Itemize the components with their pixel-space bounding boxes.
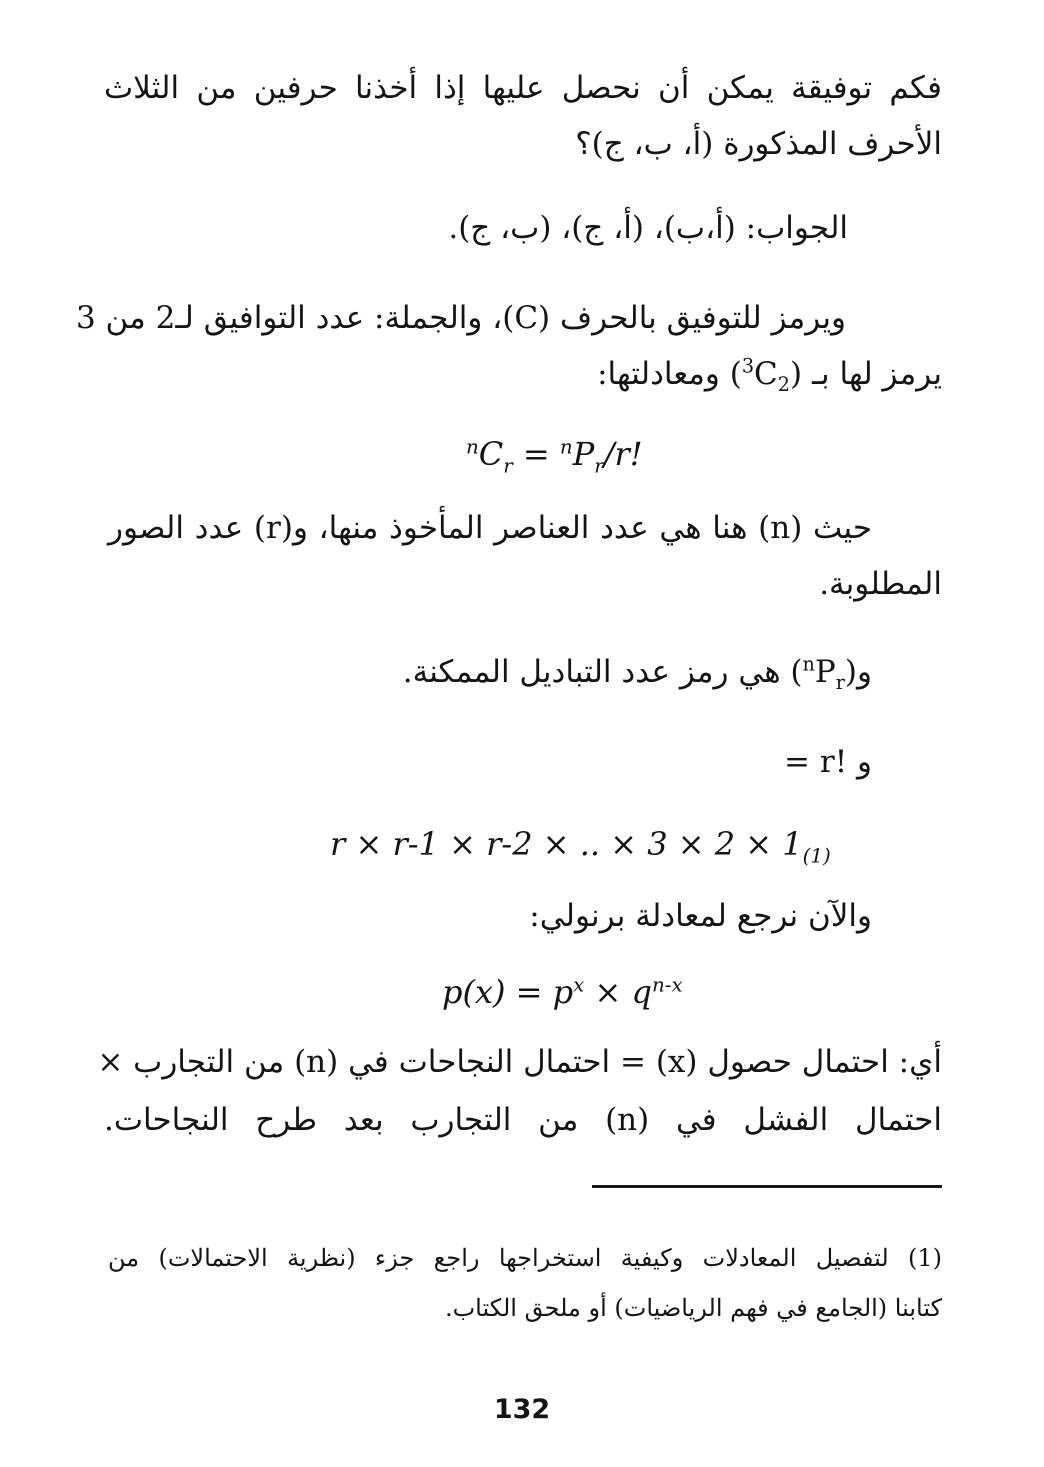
- eq-term: P: [572, 435, 595, 473]
- paragraph-meaning-line-1: أي: احتمال حصول (x) = احتمال النجاحات في (n) من التجارب ×: [97, 1044, 942, 1080]
- footnote-reference: (1): [802, 844, 831, 868]
- eq-term: =: [512, 435, 560, 473]
- combination-symbol: [741, 354, 790, 397]
- eq-term: C: [478, 435, 504, 473]
- paragraph-definition-line-2: المطلوبة.: [819, 566, 942, 602]
- footnote-line-1: (1) لتفصيل المعادلات وكيفية استخراجها راجع جزء (نظرية الاحتمالات) من: [108, 1244, 942, 1272]
- eq-subscript: r: [503, 454, 513, 478]
- eq-superscript: n-x: [651, 973, 683, 997]
- eq-term: p(x) = p: [442, 973, 574, 1011]
- paragraph-combination-line-1: ويرمز للتوفيق بالحرف (C)، والجملة: عدد التوافيق لـ2 من 3: [75, 300, 846, 336]
- eq-superscript: n: [559, 435, 573, 459]
- permutation-symbol: [802, 652, 845, 695]
- symbol-superscript: 3: [741, 354, 755, 378]
- equation-bernoulli: [442, 970, 683, 1014]
- text-fragment: و(: [844, 654, 872, 690]
- eq-term: r × r-1 × r-2 × .. × 3 × 2 × 1: [330, 825, 803, 863]
- footnote-line-2: كتابنا (الجامع في فهم الرياضيات) أو ملحق الكتاب.: [444, 1294, 942, 1322]
- text-fragment: ) ومعادلتها:: [597, 356, 742, 392]
- factorial-line: و !r =: [784, 744, 872, 780]
- symbol-subscript: r: [835, 671, 845, 695]
- paragraph-combination-line-2: [597, 352, 942, 396]
- eq-term: /r!: [603, 435, 643, 473]
- equation-factorial: [330, 822, 831, 866]
- text-fragment: يرمز لها بـ (: [790, 356, 942, 392]
- eq-superscript: x: [573, 973, 585, 997]
- symbol-base: C: [754, 356, 778, 392]
- paragraph-meaning-line-2: احتمال الفشل في (n) من التجارب بعد طرح النجاحات.: [104, 1102, 942, 1138]
- paragraph-definition-line-1: حيث (n) هنا هي عدد العناصر المأخوذ منها، و(r) عدد الصور: [108, 510, 872, 546]
- equation-combinations: [466, 432, 643, 476]
- eq-term: × q: [584, 973, 652, 1011]
- eq-subscript: r: [594, 454, 604, 478]
- text-fragment: ) هي رمز عدد التباديل الممكنة.: [402, 654, 803, 690]
- answer-line: الجواب: (أ،ب)، (أ، ج)، (ب، ج).: [448, 210, 848, 246]
- bernoulli-intro: والآن نرجع لمعادلة برنولي:: [529, 898, 872, 934]
- symbol-superscript: n: [802, 652, 815, 676]
- symbol-base: P: [814, 654, 836, 690]
- paragraph-question-line-2: الأحرف المذكورة (أ، ب، ج)؟: [575, 126, 942, 162]
- paragraph-question-line-1: فكم توفيقة يمكن أن نحصل عليها إذا أخذنا حرفين من الثلاث: [104, 70, 942, 106]
- symbol-subscript: 2: [777, 373, 790, 397]
- paragraph-permutation: [403, 650, 872, 694]
- page-number: 132: [493, 1394, 551, 1425]
- eq-superscript: n: [466, 435, 479, 459]
- footnote-separator: [592, 1185, 942, 1188]
